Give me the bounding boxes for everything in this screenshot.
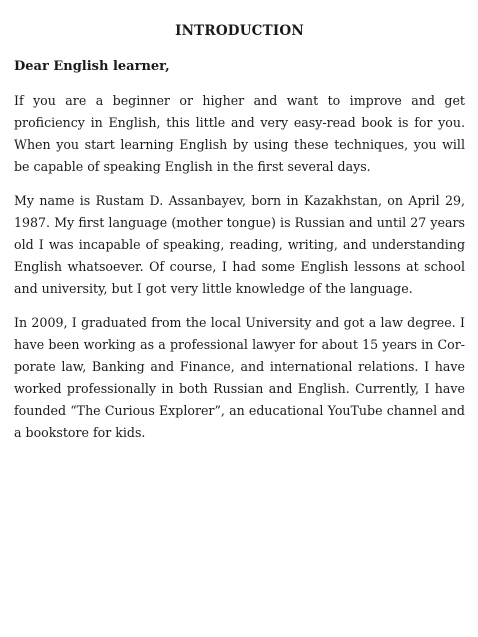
document-page — [14, 22, 465, 456]
salutation: Dear English learner, — [14, 59, 170, 74]
paragraph-author-background: My name is Rustam D. Assanbayev, born in Kazakhstan, on April 29, 1987. My first language (mother tongue) is Russian and until 27 years old I was incapable of speaking, reading, writing, and understanding English whatsoever. Of course, I had some English lessons at school and university, but I got very little knowledge of the language. — [14, 193, 465, 296]
paragraph-intro: If you are a beginner or higher and want to improve and get proficiency in English, this little and very easy-read book is for you. When you start learning English by using these techniques, you will be capable of speaking English in the first several days. — [14, 93, 465, 174]
paragraph-career: In 2009, I graduated from the local University and got a law degree. I have been working as a professional lawyer for about 15 years in Corporate law, Banking and Finance, and international relations. I have worked professionally in both Russian and English. Currently, I have founded “The Curious Explorer”, an educational YouTube channel and a bookstore for kids. — [14, 315, 465, 440]
page-title: INTRODUCTION — [175, 23, 304, 39]
